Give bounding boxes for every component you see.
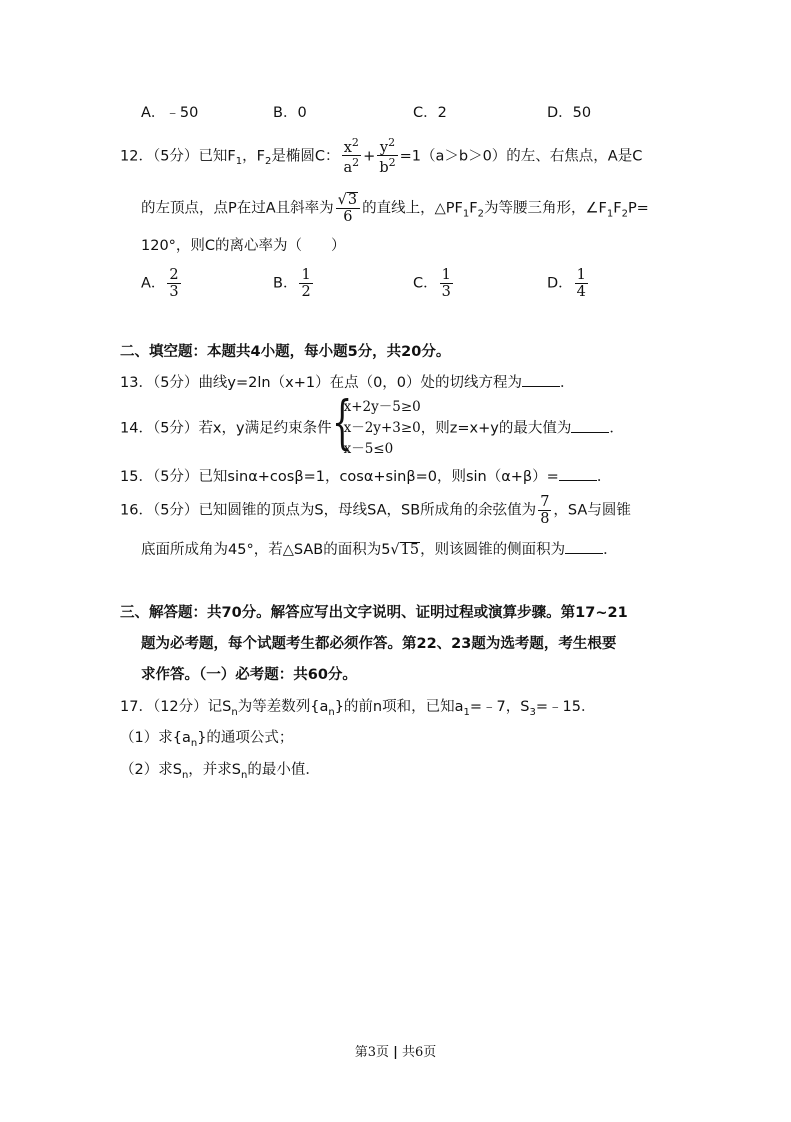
frac-num: 1 [301, 267, 311, 283]
question-number: 15． [120, 469, 153, 485]
q14-text: ，则z=x+y的最大值为 [420, 420, 572, 437]
section2-title: 二、填空题：本题共4小题，每小题5分，共20分。 [120, 344, 451, 360]
q12-option-b [273, 268, 315, 299]
period: ． [596, 469, 612, 485]
frac-den: 8 [540, 510, 550, 527]
period: ． [609, 420, 624, 437]
q12-line1 [120, 137, 642, 176]
option-letter: C． [413, 105, 438, 121]
frac-den: 3 [441, 283, 451, 300]
subscript: n [190, 737, 198, 749]
option-fraction [575, 268, 588, 299]
q13-text: 曲线y=2ln（x+1）在点（0，0）处的切线方程为 [198, 375, 523, 391]
subscript: 1 [606, 208, 614, 220]
q17-text: =﹣15． [535, 699, 596, 715]
q12-text: =1（a＞b＞0）的左、右焦点，A是C [399, 148, 643, 165]
q12-text: 的左顶点，点P在过A且斜率为 [141, 200, 334, 217]
question-number: 14． [120, 420, 153, 437]
question-score: （12分） [152, 699, 208, 715]
section3-line1: 三、解答题：共70分。解答应写出文字说明、证明过程或演算步骤。第17~21 [120, 605, 628, 621]
q17-part1 [120, 731, 293, 749]
q17-text: （2）求S [120, 762, 182, 778]
subscript: 1 [462, 208, 470, 220]
frac-num: 1 [576, 267, 586, 283]
option-letter: B． [273, 105, 298, 121]
constraint: x+2y－5≥0 [343, 399, 421, 415]
fraction-sqrt3-6: $\frac{√3}{6}$ [336, 192, 360, 225]
q12-text: 120°，则C的离心率为（ ） [141, 238, 346, 254]
q12-text: 已知F [198, 148, 236, 165]
q17-text: 的最小值． [247, 762, 320, 778]
period: ． [603, 542, 618, 558]
subscript: 2 [477, 208, 484, 220]
option-letter: D． [547, 105, 573, 121]
q16-text: 底面所成角为45°，若△SAB的面积为5 [141, 542, 391, 558]
subscript: n [231, 706, 238, 718]
option-letter: B． [273, 275, 298, 292]
q12-text: F [469, 200, 478, 217]
section3-line2: 题为必考题，每个试题考生都必须作答。第22、23题为选考题，考生根要 [141, 636, 617, 652]
q12-text: 为等腰三角形，∠F [484, 200, 607, 217]
q17-text: ，并求S [188, 762, 241, 778]
constraint-system [331, 388, 421, 460]
frac-num: x [343, 139, 352, 156]
q12-option-d [547, 268, 590, 299]
frac-den: 2 [301, 283, 311, 300]
question-score: （5分） [152, 502, 199, 519]
question-number: 12． [120, 148, 153, 165]
frac-den: 3 [169, 283, 179, 300]
subscript: n [328, 706, 335, 718]
superscript: 2 [351, 136, 359, 149]
frac-num: 2 [169, 267, 179, 283]
option-value: 50 [572, 105, 592, 121]
answer-blank [522, 385, 560, 387]
q11-option-a [141, 106, 198, 121]
option-value: 2 [437, 105, 447, 121]
page-footer [0, 1041, 791, 1060]
frac-den: 4 [576, 283, 586, 300]
q14 [120, 388, 624, 460]
sqrt-symbol: √ [390, 542, 400, 558]
q11-option-d [547, 106, 591, 121]
section3-line3: 求作答。（一）必考题：共60分。 [141, 667, 357, 683]
frac-den: a [343, 160, 353, 177]
q11-option-b [273, 106, 307, 121]
answer-blank [565, 552, 603, 554]
constraint: x－2y+3≥0 [343, 420, 421, 436]
option-fraction [440, 268, 453, 299]
subscript: 1 [235, 156, 243, 168]
q17-text: 记S [207, 699, 232, 715]
q12-option-a [141, 268, 183, 299]
q17-text: }的前n项和，已知a [334, 699, 464, 715]
option-fraction [167, 268, 180, 299]
subscript: 2 [621, 208, 628, 220]
q12-option-c [413, 268, 455, 299]
period: ． [560, 375, 575, 391]
fraction-7-8 [538, 495, 551, 526]
q16-line1 [120, 495, 631, 526]
q12-text: ，F [242, 148, 265, 165]
question-number: 16． [120, 502, 153, 519]
q14-text: 若x，y满足约束条件 [198, 420, 332, 437]
answer-blank [571, 431, 609, 433]
frac-num: y [379, 139, 389, 156]
fraction-x2-a2 [342, 137, 362, 176]
question-score: （5分） [152, 375, 199, 391]
frac-num: 7 [540, 494, 550, 510]
q15-text: 已知sinα+cosβ=1，cosα+sinβ=0，则sin（α+β）= [198, 469, 559, 485]
q15 [120, 470, 611, 485]
subscript: n [241, 769, 248, 781]
sqrt-value: 15 [400, 542, 420, 558]
option-value: 0 [297, 105, 307, 121]
option-value: ﹣50 [165, 105, 199, 121]
sqrt-value: 3 [347, 192, 358, 208]
q11-option-c [413, 106, 447, 121]
option-fraction [299, 268, 312, 299]
superscript: 2 [388, 136, 396, 149]
q17-text: 为等差数列{a [237, 699, 329, 715]
answer-blank [559, 479, 597, 481]
frac-den: b [379, 160, 389, 177]
page-number: 第3页 [354, 1045, 389, 1060]
q17 [120, 700, 595, 718]
q17-part2 [120, 763, 320, 781]
q17-text: （1）求{a [120, 730, 191, 746]
left-brace-icon: { [331, 388, 352, 456]
option-letter: D． [547, 275, 573, 292]
q12-text: F [613, 200, 622, 217]
question-score: （5分） [152, 148, 199, 165]
frac-num: 1 [441, 267, 451, 283]
q17-text: =﹣7，S [469, 699, 530, 715]
plus-sign: + [363, 148, 376, 165]
q16-text: ，则该圆锥的侧面积为 [420, 542, 566, 558]
page-total: 共6页 [402, 1045, 437, 1060]
q12-text: 是椭圆C： [271, 148, 340, 165]
fraction-y2-b2 [377, 137, 397, 176]
option-letter: A． [141, 275, 166, 292]
q12-text: 的直线上，△PF [362, 200, 463, 217]
q16-text: ，SA与圆锥 [553, 502, 631, 519]
subscript: n [181, 769, 189, 781]
footer-separator: | [393, 1045, 398, 1060]
superscript: 2 [352, 156, 360, 170]
q12-line2 [141, 192, 649, 225]
q12-text: P= [627, 200, 649, 217]
option-letter: C． [413, 275, 438, 292]
question-number: 17． [120, 699, 153, 715]
option-letter: A． [141, 105, 166, 121]
q17-text: }的通项公式； [197, 730, 294, 746]
q16-text: 已知圆锥的顶点为S，母线SA，SB所成角的余弦值为 [198, 502, 537, 519]
constraint: x－5≤0 [343, 441, 394, 457]
question-score: （5分） [152, 469, 199, 485]
q16-line2 [141, 542, 618, 558]
question-score: （5分） [152, 420, 199, 437]
subscript: 3 [529, 706, 536, 718]
subscript: 1 [463, 706, 470, 718]
question-number: 13． [120, 375, 153, 391]
superscript: 2 [388, 156, 396, 170]
frac-den: 6 [336, 208, 360, 225]
subscript: 2 [265, 156, 272, 168]
q12-line3 [141, 239, 346, 254]
